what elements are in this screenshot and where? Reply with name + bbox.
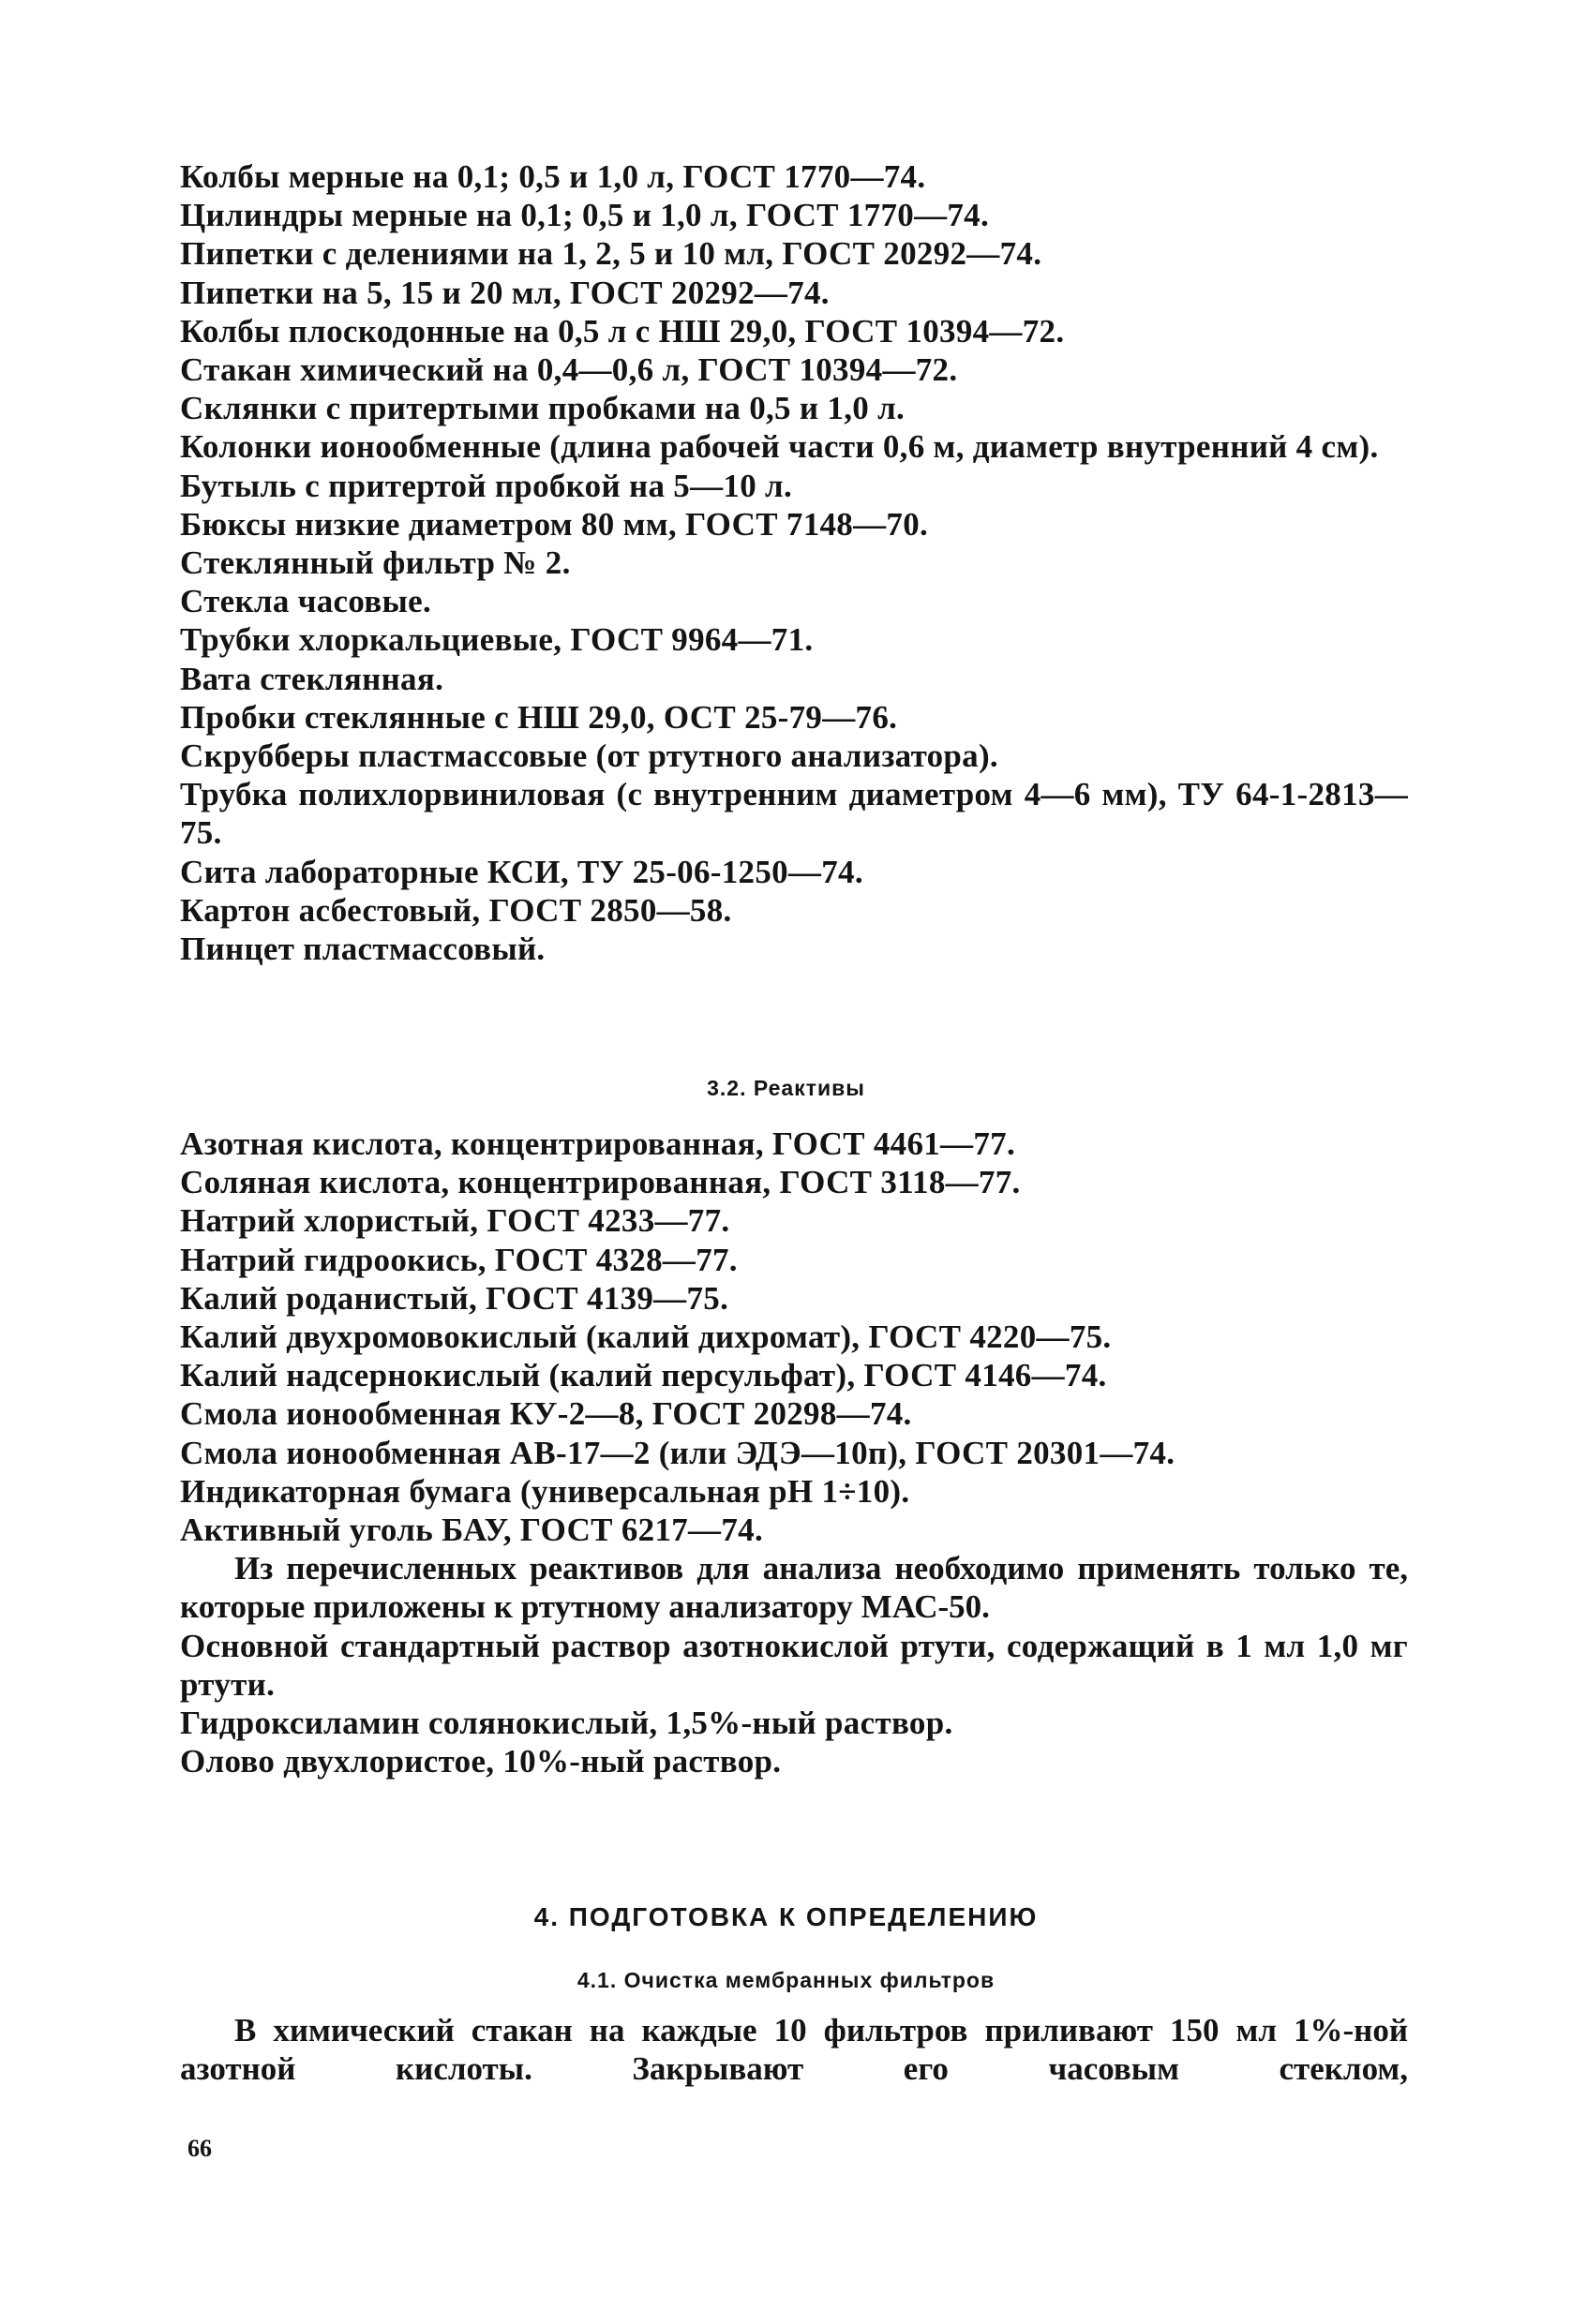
list-item: Трубки хлоркальциевые, ГОСТ 9964—71.	[180, 621, 814, 659]
list-item: Гидроксиламин солянокислый, 1,5%-ный раствор.	[180, 1705, 953, 1742]
section-heading-reagents: 3.2. Реактивы	[707, 1076, 865, 1100]
list-item: Соляная кислота, концентрированная, ГОСТ 3118—77.	[180, 1164, 1021, 1201]
list-item: Склянки с притертыми пробками на 0,5 и 1,0 л.	[180, 390, 906, 427]
list-item: Смола ионообменная КУ-2—8, ГОСТ 20298—74.	[180, 1395, 912, 1433]
list-item: Трубка полихлорвиниловая (с внутренним диаметром 4—6 мм), ТУ 64-1-2813—75.	[180, 776, 1408, 852]
list-item: Стеклянный фильтр № 2.	[180, 544, 571, 582]
list-item: Бутыль с притертой пробкой на 5—10 л.	[180, 467, 793, 504]
list-item: Пинцет пластмассовый.	[180, 931, 546, 968]
list-item: Скрубберы пластмассовые (от ртутного анализатора).	[180, 737, 998, 775]
list-item: Натрий гидроокись, ГОСТ 4328—77.	[180, 1241, 738, 1278]
list-item: Калий надсернокислый (калий персульфат), ГОСТ 4146—74.	[180, 1357, 1107, 1394]
list-item: Основной стандартный раствор азотнокислой ртути, содержащий в 1 мл 1,0 мг ртути.	[180, 1627, 1408, 1703]
reagents-list	[180, 1125, 1408, 1780]
list-item: Цилиндры мерные на 0,1; 0,5 и 1,0 л, ГОСТ 1770—74.	[180, 197, 990, 234]
subsection-heading-filter-cleaning: 4.1. Очистка мембранных фильтров	[576, 1968, 996, 1992]
list-item: Активный уголь БАУ, ГОСТ 6217—74.	[180, 1512, 763, 1549]
list-item: Пробки стеклянные с НШ 29,0, ОСТ 25-79—76.	[180, 698, 898, 736]
page-number: 66	[187, 2135, 212, 2162]
list-item: Калий двухромовокислый (калий дихромат), ГОСТ 4220—75.	[180, 1318, 1112, 1356]
paragraph: В химический стакан на каждые 10 фильтров приливают 150 мл 1%-ной азотной кислоты. Закрывают его часовым стеклом,	[180, 2012, 1408, 2088]
list-item: Пипетки с делениями на 1, 2, 5 и 10 мл, ГОСТ 20292—74.	[180, 235, 1042, 273]
list-item: Индикаторная бумага (универсальная рН 1÷10).	[180, 1472, 910, 1510]
list-item: Калий роданистый, ГОСТ 4139—75.	[180, 1279, 729, 1317]
reagents-note: Из перечисленных реактивов для анализа необходимо применять только те, которые приложены к ртутному анализатору МАС-50.	[180, 1550, 1408, 1626]
equipment-list	[180, 157, 1408, 968]
list-item: Колбы плоскодонные на 0,5 л с НШ 29,0, ГОСТ 10394—72.	[180, 312, 1065, 350]
filter-cleaning-text	[180, 2011, 1408, 2088]
list-item: Олово двухлористое, 10%-ный раствор.	[180, 1743, 782, 1780]
list-item: Пипетки на 5, 15 и 20 мл, ГОСТ 20292—74.	[180, 274, 830, 311]
list-item: Азотная кислота, концентрированная, ГОСТ 4461—77.	[180, 1125, 1015, 1162]
list-item: Бюксы низкие диаметром 80 мм, ГОСТ 7148—70.	[180, 505, 929, 543]
list-item: Стакан химический на 0,4—0,6 л, ГОСТ 10394—72.	[180, 351, 958, 389]
list-item: Колонки ионообменные (длина рабочей части 0,6 м, диаметр внутренний 4 см).	[180, 428, 1379, 466]
list-item: Сита лабораторные КСИ, ТУ 25-06-1250—74.	[180, 853, 863, 890]
list-item: Вата стеклянная.	[180, 660, 444, 697]
list-item: Колбы мерные на 0,1; 0,5 и 1,0 л, ГОСТ 1770—74.	[180, 158, 926, 195]
list-item: Натрий хлористый, ГОСТ 4233—77.	[180, 1202, 730, 1240]
section-heading-preparation: 4. ПОДГОТОВКА К ОПРЕДЕЛЕНИЮ	[533, 1902, 1039, 1931]
list-item: Стекла часовые.	[180, 583, 432, 620]
list-item: Смола ионообменная АВ-17—2 (или ЭДЭ—10п), ГОСТ 20301—74.	[180, 1434, 1175, 1471]
list-item: Картон асбестовый, ГОСТ 2850—58.	[180, 891, 732, 929]
